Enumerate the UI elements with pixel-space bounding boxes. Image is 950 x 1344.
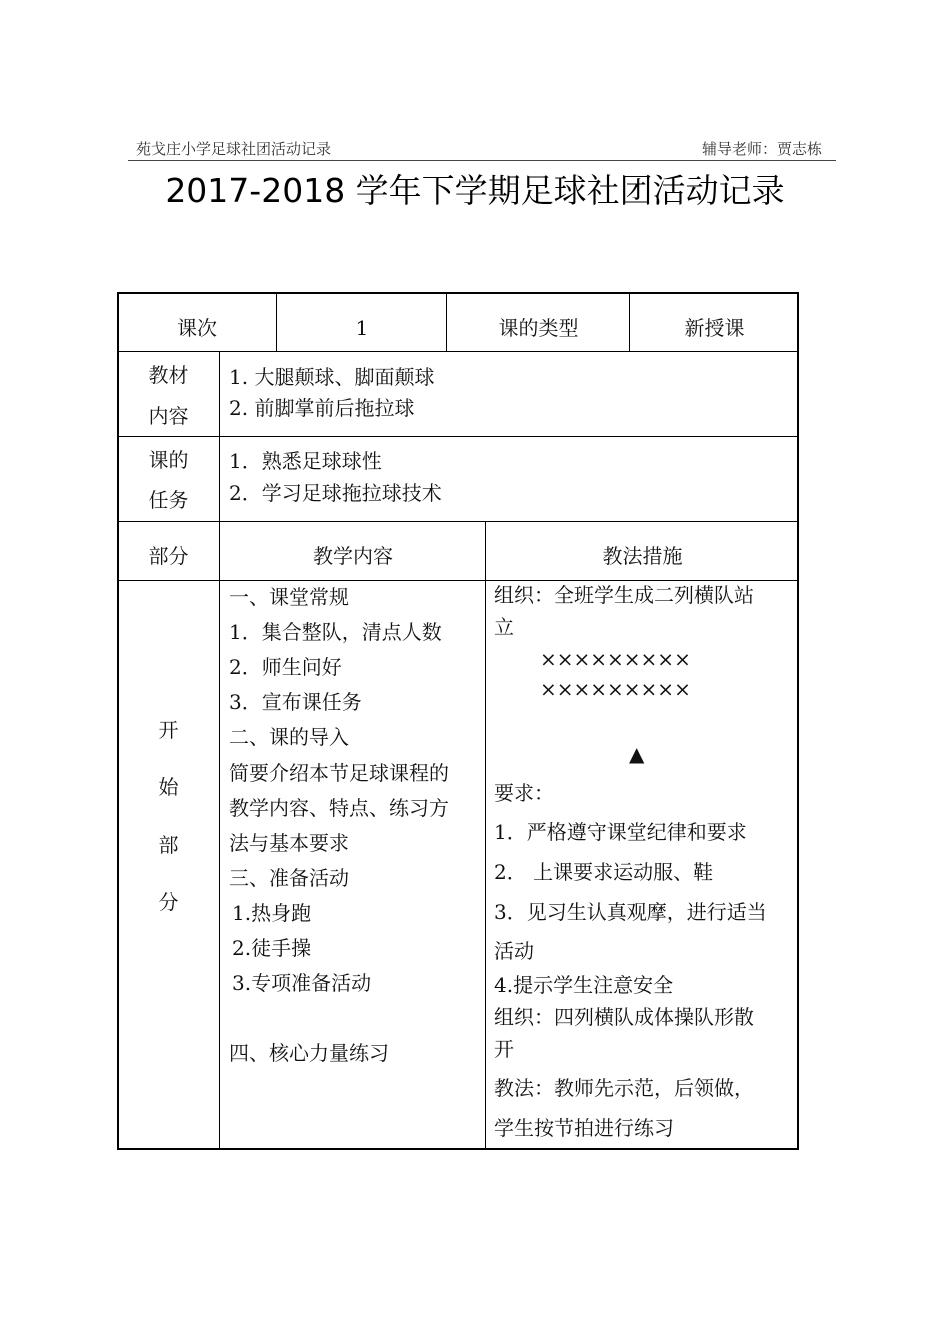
materials-label-2: 内容 [148,404,189,428]
content-line: 教学内容、特点、练习方 [229,796,449,820]
content-line: 一、课堂常规 [229,585,349,609]
method-line: 3．见习生认真观摩，进行适当 [494,900,767,924]
tasks-item: 2．学习足球拖拉球技术 [229,481,442,505]
col-header-part: 部分 [148,544,189,568]
content-line: 2.徒手操 [232,936,312,960]
part-char: 开 [158,718,179,742]
content-line: 1.热身跑 [232,901,312,925]
teacher-marker: ▲ [629,742,645,766]
page-title: 2017-2018 学年下学期足球社团活动记录 [165,171,785,210]
content-line: 1．集合整队，清点人数 [229,620,442,644]
col-divider [219,351,220,1150]
materials-item: 1. 大腿颠球、脚面颠球 [229,365,435,389]
content-line: 3.专项准备活动 [232,971,372,995]
materials-label-1: 教材 [148,363,189,387]
method-line: 组织：四列横队成体操队形散 [494,1005,754,1029]
content-line: 简要介绍本节足球课程的 [229,761,449,785]
materials-item: 2. 前脚掌前后拖拉球 [229,396,415,420]
col-divider [485,521,486,1150]
tasks-label-2: 任务 [148,488,189,512]
part-char: 始 [158,775,179,799]
method-line: 开 [494,1037,514,1061]
session-value: 1 [355,316,369,340]
header-rule [128,160,836,161]
content-line: 二、课的导入 [229,725,349,749]
method-line: 学生按节拍进行练习 [494,1116,674,1140]
coach-name: 辅导老师：贾志栋 [701,140,822,158]
col-header-content: 教学内容 [313,544,393,568]
club-name: 苑戈庄小学足球社团活动记录 [136,140,332,158]
lesson-type-value: 新授课 [684,316,745,340]
method-line: 立 [494,615,514,639]
col-header-method: 教法措施 [602,544,683,568]
method-line: 2． 上课要求运动服、鞋 [494,860,714,884]
part-char: 分 [158,890,179,914]
content-line: 3．宣布课任务 [229,690,362,714]
method-line: 4.提示学生注意安全 [494,973,674,997]
method-line: 活动 [494,939,534,963]
tasks-item: 1．熟悉足球球性 [229,449,382,473]
part-char: 部 [158,833,179,857]
content-line: 三、准备活动 [229,866,349,890]
formation-row: ××××××××× [540,647,691,671]
content-line: 2．师生问好 [229,655,342,679]
lesson-type-label: 课的类型 [498,316,579,340]
session-label: 课次 [177,316,217,340]
content-line: 四、核心力量练习 [229,1041,389,1065]
method-line: 教法：教师先示范，后领做， [494,1076,754,1100]
content-line: 法与基本要求 [229,831,349,855]
method-line: 1．严格遵守课堂纪律和要求 [494,820,747,844]
tasks-label-1: 课的 [148,448,189,472]
formation-row: ××××××××× [540,677,691,701]
method-line: 组织：全班学生成二列横队站 [494,583,754,607]
method-line: 要求： [494,781,554,805]
